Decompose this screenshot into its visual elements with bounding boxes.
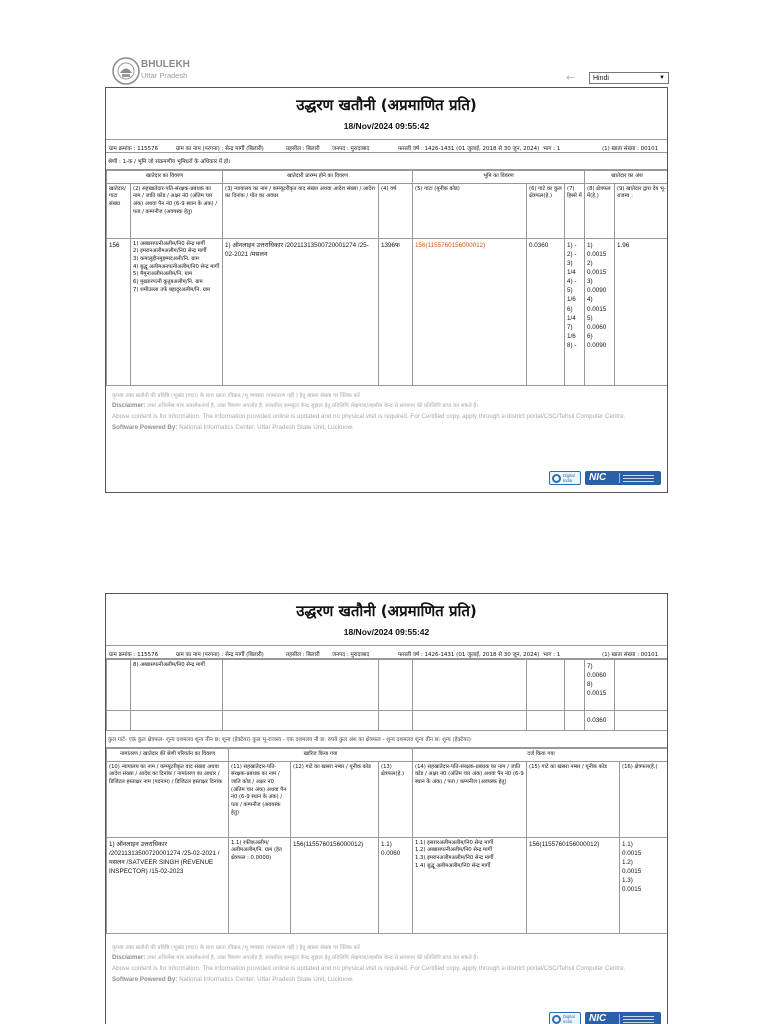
table-row — [107, 660, 669, 711]
disclaimer-english: Above content is for information. The information provided online is updated and no physical visit is required. For Certified copy, apply through e-district portal/CSC/Tehsil Computer Centre. — [112, 412, 626, 420]
removed-area-cell: 1.1) 0.0060 — [379, 837, 413, 933]
col-header-court-mutation: (10) न्यायालय का नाम / कम्प्यूटरीकृत वाद संख्या अथवा आदेश संख्या / आदेश का दिनांक / नामांतरण का आधार / डिजिटल हस्ताक्षर नाम (पदनाम) / डिजिटल हस्ताक्षर दिनांक — [107, 761, 229, 837]
group-added: दर्ज किया गया — [413, 749, 669, 762]
total-row — [107, 711, 669, 731]
list-item: 8) — [587, 681, 593, 689]
list-item: 1.2) — [622, 858, 633, 866]
list-item: 4) — [587, 296, 593, 304]
digital-india-logo: Digital India — [549, 1012, 581, 1024]
disclaimer-hindi: उक्त अभिलेख मात्र अवलोकनार्थ है, उक्त विवरण अपलोड है, सत्यापित कम्प्यूटर केन्द्र सुझाव हेतु प्रतिलिपि लेखपाल/तहसील केन्द्र से सत्यापन की प्रतिलिपि प्राप्त कर सकते है। — [147, 954, 479, 961]
brand-subtitle: Uttar Pradesh — [141, 71, 188, 80]
disclaimer-block — [106, 934, 667, 986]
list-item: 0.0015 — [622, 868, 642, 876]
share-cell — [565, 238, 585, 385]
nic-logo: NIC — [585, 471, 661, 485]
col-header-court: (3) न्यायालय का नाम / कम्प्यूटरीकृत वाद संख्या अथवा आदेश संख्या / आदेश का दिनांक / पोत का अवधर — [223, 183, 379, 238]
site-header — [105, 54, 668, 88]
list-item: 0.0015 — [587, 305, 607, 313]
list-item: 1.2) अब्बासपत्नीअलीम/नि0 सेन्द्र मार्गी — [415, 847, 492, 854]
category-note: श्रेणी : 1-क / भूमि जो संक्रमणीय भूमिधरों के अधिकार में हो। — [106, 153, 667, 170]
list-item: 1.1) इसरारअलीमअलीम/नि0 सेन्द्र मार्गी — [415, 839, 494, 846]
footer-logos — [549, 471, 661, 485]
list-item: 0.0090 — [587, 287, 607, 295]
document-meta — [106, 645, 667, 659]
list-item: 6) — [587, 332, 593, 340]
list-item: 1.1) — [622, 840, 633, 848]
digital-india-logo: Digital India — [549, 471, 581, 485]
district: जनपद : मुरादाबाद — [332, 146, 370, 152]
powered-by-label: Software Powered By: — [112, 423, 178, 431]
court-cell: 1) ऑनलाइन उत्तराधिकार /20211313500720001274 /25-02-2021 /मसलन — [223, 238, 379, 385]
list-item: 6) मुख्तारपत्नी कुतुबअलीम/नि. ग्राम — [133, 279, 203, 286]
document-title: उद्धरण खतौनी (अप्रमाणित प्रति) — [296, 602, 477, 620]
col-header-revenue: (9) खातेदार द्वारा देय भू-राजस्व : — [615, 183, 669, 238]
document-meta — [106, 139, 667, 153]
list-item: 5) मैमुनाअलीमअलीम/नि. ग्राम — [133, 271, 193, 278]
list-item: 1) — [587, 241, 593, 249]
gata-link[interactable]: 156(1155760156000012) — [413, 238, 527, 385]
gata-click-note: कृपया उक्त खतौनी की प्रविष्टि (भूखंड (गाटा) के साथ खाता /विक्रय /भू व्यवस्था /नामांतरण नहीं ) हेतु खसरा संख्या पर क्लिक करें — [112, 944, 360, 951]
group-owner-details: खातेदार का विवरण — [107, 171, 223, 184]
col-header-removed-owner: (11) सहखातेदार-पति-संरक्षक-प्रबंधक का नाम / जाति कोड / अक्षर नं0 (अंतिम चार अंक) अथवा पैन नं0 (6-9 स्थान के अंक) / पता / कम्पनीज (अवयस्क हेतु) — [229, 761, 291, 837]
share-area-cell — [585, 660, 615, 711]
fasli-year: फसली वर्ष : 1426-1431 (01 जुलाई, 2018 से 30 जून, 2024) — [398, 146, 540, 152]
language-selected: Hindi — [593, 74, 609, 82]
owners-cell — [131, 238, 223, 385]
list-item: 4) बुद्धू अलीमअनपत्नीअलीम/नि0 सेन्द्र मार्गी — [133, 263, 220, 270]
list-item: 3) — [587, 278, 593, 286]
powered-by-label: Software Powered By: — [112, 975, 178, 983]
tehsil: तहसील : बिलारी — [286, 146, 320, 152]
disclaimer-label: Disclaimer: — [112, 953, 146, 961]
village-name: ग्राम का नाम (परगना) : सेन्द्र मार्गी (बिलारी) — [176, 146, 264, 152]
col-header-owners: (2) सहखातेदार-पति-संरक्षक-प्रबंधक का नाम / जाति कोड / अक्षर नं0 (अंतिम चार अंक) अथवा पैन नं0 (6-9 स्थान के अंक) / पता / कम्पनीज (अवयस्क हेतु) — [131, 183, 223, 238]
language-select[interactable] — [589, 72, 669, 84]
revenue-cell: 1.96 — [615, 238, 669, 385]
list-item: 6) 1/4 — [567, 305, 576, 322]
document-datetime: 18/Nov/2024 09:55:42 — [343, 627, 430, 637]
table-row — [107, 238, 669, 385]
group-ownership-start: खातेदारी प्रारम्भ होने का विवरण — [223, 171, 413, 184]
document-title: उद्धरण खतौनी (अप्रमाणित प्रति) — [296, 96, 477, 114]
up-emblem-icon — [111, 56, 141, 86]
list-item: 0.0015 — [622, 849, 642, 857]
col-header-khata: खातेदार/ गाटा संख्या — [107, 183, 131, 238]
mutation-table — [106, 748, 668, 934]
village-name: ग्राम का नाम (परगना) : सेन्द्र मार्गी (बिलारी) — [176, 652, 264, 658]
khatauni-page-1 — [105, 87, 668, 493]
area-cell: 0.0360 — [527, 238, 565, 385]
khatauni-page-2 — [105, 593, 668, 1024]
brand-title: BHULEKH — [141, 59, 190, 70]
list-item: 1) - — [567, 241, 577, 249]
chevron-down-icon: ▼ — [659, 75, 665, 81]
added-owner-cell — [413, 837, 527, 933]
list-item: 0.0015 — [587, 269, 607, 277]
table-row — [107, 837, 669, 933]
col-header-area: (6) गाटे का कुल क्षेत्रफल(हे.) — [527, 183, 565, 238]
col-header-share: (7) हिस्से में — [565, 183, 585, 238]
village-code: ग्राम क्रमांक : 115576 — [109, 146, 159, 152]
list-item: 1.4) बुद्धू अलीमअलीम/नि0 सेन्द्र मार्गी — [415, 862, 491, 869]
powered-by-value: National Informatics Center, Uttar Pradesh State Unit, Lucknow. — [179, 423, 354, 431]
list-item: 0.0060 — [587, 672, 607, 680]
list-item: 2) इमरानअलीमअलीम/नि0 सेन्द्र मार्गी — [133, 248, 207, 255]
total-area-cell: 0.0360 — [585, 711, 615, 731]
col-header-added-owner: (14) सहखातेदार-पति-संरक्षक-प्रबंधक का नाम / जाति कोड / अक्षर नं0 (अंतिम चार अंक) अथवा पैन नं0 (6-9 स्थान के अंक) / पता / कम्पनीज (अवयस्क हेतु) — [413, 761, 527, 837]
part-number: भाग : 1 — [543, 652, 561, 658]
removed-gata-cell: 156(1155760156000012) — [291, 837, 379, 933]
khata-number: (1) खाता संख्या : 00101 — [602, 146, 659, 152]
summary-line: कुल गाटे- एक कुल क्षेत्रफल- शून्य दशमलव शून्य तीन छ: शून्य (हेक्टेयर) कुल भू-राजस्व - एक दशमलव नौ छ: रुपये कुल अंश का क्षेत्रफल - शून्य दशमलव शून्य तीन छ: शून्य (हेक्टेयर) — [106, 731, 667, 748]
list-item: 0.0015 — [587, 690, 607, 698]
village-code: ग्राम क्रमांक : 115576 — [109, 652, 159, 658]
disclaimer-hindi: उक्त अभिलेख मात्र अवलोकनार्थ है, उक्त विवरण अपलोड है, सत्यापित कम्प्यूटर केन्द्र सुझाव हेतु प्रतिलिपि लेखपाल/तहसील केन्द्र से सत्यापन की प्रतिलिपि प्राप्त कर सकते है। — [147, 402, 479, 409]
list-item: 3) कमालुद्दीनमुहम्मदअली/नि. ग्राम — [133, 256, 199, 263]
list-item: 7) 1/6 — [567, 323, 576, 340]
col-header-removed-gata: (12) गाटे का खसरा नम्बर / यूनीक कोड — [291, 761, 379, 837]
back-arrow-icon[interactable]: ← — [566, 71, 576, 84]
khata-number-cell: 156 — [107, 238, 131, 385]
disclaimer-label: Disclaimer: — [112, 401, 146, 409]
added-gata-cell: 156(1155760156000012) — [527, 837, 620, 933]
tehsil: तहसील : बिलारी — [286, 652, 320, 658]
col-header-removed-area: (13) क्षेत्रफल(हे.) — [379, 761, 413, 837]
khatauni-table — [106, 170, 668, 386]
col-header-added-area: (16) क्षेत्रफल(हे.) — [620, 761, 669, 837]
col-header-share-area: (8) क्षेत्रफल में(हे.) — [585, 183, 615, 238]
footer-logos — [549, 1012, 661, 1024]
col-header-added-gata: (15) गाटे का खसरा नम्बर / यूनीक कोड — [527, 761, 620, 837]
list-item: 0.0060 — [587, 323, 607, 331]
list-item: 0.0090 — [587, 342, 607, 350]
list-item: 2) — [587, 259, 593, 267]
list-item: 3) 1/4 — [567, 259, 576, 277]
owners-cell: 8) अब्बासपत्नीअलीम/नि0 सेन्द्र मार्गी — [131, 660, 223, 711]
share-area-cell — [585, 238, 615, 385]
list-item: 2) - — [567, 250, 577, 258]
khatauni-table-continued — [106, 659, 668, 731]
list-item: 7) शमीउल्ला उर्फ बहादुरअलीम/नि. ग्राम — [133, 286, 211, 293]
group-removed: खारिज किया गया — [229, 749, 413, 762]
nic-logo: NIC — [585, 1012, 661, 1024]
list-item: 1.3) इमरानअलीमअलीम/नि0 सेन्द्र मार्गी — [415, 855, 494, 862]
powered-by-value: National Informatics Center, Uttar Pradesh State Unit, Lucknow. — [179, 975, 354, 983]
group-mutation: नामांतरण / खातेदार की श्रेणी परिवर्तन का विवरण — [107, 749, 229, 762]
col-header-year: (4) वर्ष — [379, 183, 413, 238]
list-item: 5) 1/6 — [567, 287, 576, 304]
gata-click-note: कृपया उक्त खतौनी की प्रविष्टि (भूखंड (गाटा) के साथ खाता /विक्रय /भू व्यवस्था /नामांतरण नहीं ) हेतु खसरा संख्या पर क्लिक करें — [112, 392, 360, 399]
list-item: 7) — [587, 663, 593, 670]
year-cell: 1396फ — [379, 238, 413, 385]
list-item: 0.0015 — [587, 250, 607, 258]
col-header-gata: (5) गाटा (यूनीक कोड) — [413, 183, 527, 238]
added-area-cell — [620, 837, 669, 933]
khata-number: (1) खाता संख्या : 00101 — [602, 652, 659, 658]
disclaimer-english: Above content is for information. The information provided online is updated and no physical visit is required. For Certified copy, apply through e-district portal/CSC/Tehsil Computer Centre. — [112, 964, 626, 972]
mutation-court-cell: 1) ऑनलाइन उत्तराधिकार /20211313500720001274 /25-02-2021 /मसलन /SATVEER SINGH (REVENUE INSPECTOR) /15-02-2023 — [107, 837, 229, 933]
list-item: 1.3) — [622, 877, 633, 885]
group-owner-share: खातेदार का अंश — [585, 171, 669, 184]
list-item: 5) — [587, 314, 593, 322]
list-item: 0.0015 — [622, 886, 642, 894]
list-item: 4) - — [567, 278, 577, 286]
group-land-details: भूमि का विवरण — [413, 171, 585, 184]
removed-owner-cell: 1.1) रफीकअलीम/अलीमअलीम/नि. ग्राम (हेत क्षेत्रफल : 0.0000) — [229, 837, 291, 933]
list-item: 1) अब्बासपत्नीअलीम/नि0 सेन्द्र मार्गी — [133, 240, 205, 247]
fasli-year: फसली वर्ष : 1426-1431 (01 जुलाई, 2018 से 30 जून, 2024) — [398, 652, 540, 658]
disclaimer-block — [106, 386, 667, 434]
part-number: भाग : 1 — [543, 146, 561, 152]
document-datetime: 18/Nov/2024 09:55:42 — [343, 121, 430, 131]
district: जनपद : मुरादाबाद — [332, 652, 370, 658]
list-item: 8) - — [567, 342, 577, 350]
